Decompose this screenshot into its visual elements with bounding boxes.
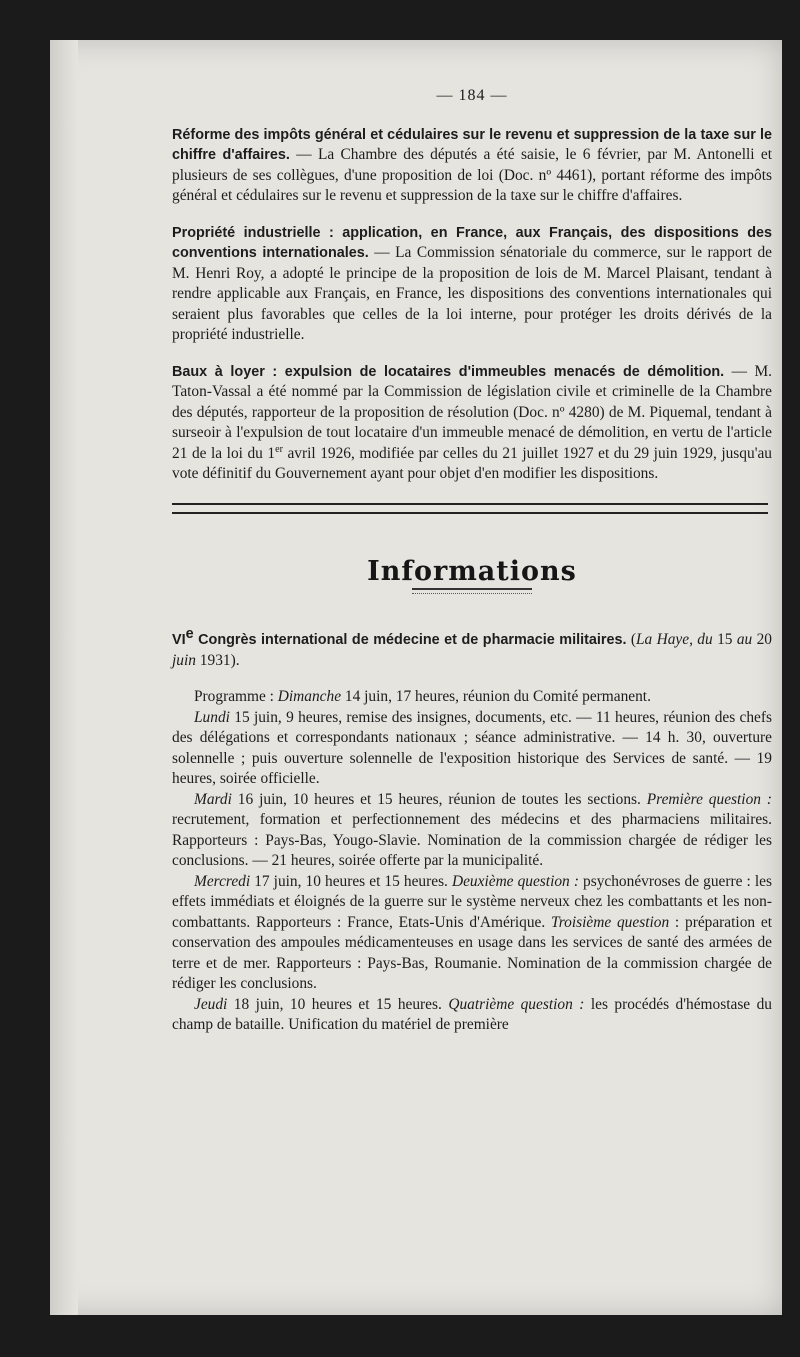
congress-year: 1931 [199, 651, 231, 669]
program-text: : préparation et conservation des ampoules médicamenteuses en usage dans les services de santé des armées de terre et de mer. Rapporteurs : Pays-Bas, Roumanie. Nomination de la commission chargée de rédiger les conclusions. [172, 913, 772, 992]
program-jeudi [172, 995, 772, 1036]
program-text: 18 juin, 10 heures et 15 heures. [227, 995, 449, 1013]
paren: ( [626, 631, 636, 648]
program-text: 16 juin, 10 heures et 15 heures, réunion de toutes les sections. [231, 790, 647, 808]
page-content [172, 86, 772, 1036]
divider-line [172, 512, 768, 514]
program-text: 15 juin, 9 heures, remise des insignes, documents, etc. — 11 heures, réunion des chefs des délégations et correspondants nationaux ; séance administrative. — 14 h. 30, ouverture solennelle ; puis ouverture solennelle de l'exposition historique des Services de santé. — 19 heures, soirée officielle. [172, 708, 772, 787]
divider-line [172, 503, 768, 505]
program-dimanche [172, 687, 772, 708]
congress-heading [172, 625, 772, 671]
page-binding-edge [50, 40, 78, 1315]
congress-date-start: 15 [717, 631, 733, 648]
program-lead: Programme : [194, 688, 278, 705]
congress-program [172, 687, 772, 1036]
document-page [50, 40, 782, 1315]
entry-body-continued: avril 1926, modifiée par celles du 21 juillet 1927 et du 29 juin 1929, jusqu'au vote définitif du Gouvernement ayant pour objet d'en modifier les dispositions. [172, 444, 772, 482]
section-title: Informations [367, 555, 577, 587]
program-text: 17 juin, 10 heures et 15 heures. [250, 872, 452, 890]
entry-body: — M. Taton-Vassal a été nommé par la Commission de législation civile et criminelle de la Chambre des députés, rapporteur de la proposition de résolution (Doc. nº 4280) de M. Piquemal, tendant à surseoir à l'expulsion de tout locataire d'un immeuble menacé de démolition, en vertu de l'article 21 de la loi du 1 [172, 362, 772, 462]
title-ornament [412, 588, 532, 594]
entry-heading: Réforme des impôts général et cédulaires sur le revenu et suppression de la taxe sur le chiffre d'affaires. [172, 126, 772, 163]
congress-month: juin [172, 651, 200, 669]
program-mardi [172, 790, 772, 872]
section-divider [172, 503, 772, 514]
program-question: Première question : [646, 790, 772, 808]
entry-heading: Propriété industrielle : application, en France, aux Français, des dispositions des conventions internationales. [172, 224, 772, 261]
program-question: Deuxième question : [451, 872, 579, 890]
entry-propriete-industrielle [172, 223, 772, 346]
program-day: Mercredi [194, 872, 251, 890]
program-text: recrutement, formation et perfectionnement des médecins et des pharmaciens militaires. Rapporteurs : Pays-Bas, Yougo-Slavie. Nomination de la commission chargée de rédiger les conclusions. — 21 heures, soirée offerte par la municipalité. [172, 811, 772, 869]
entry-body: — La Chambre des députés a été saisie, le 6 février, par M. Antonelli et plusieurs de ses collègues, d'une proposition de loi (Doc. nº 4461), portant réforme des impôts général et cédulaires sur le revenu et suppression de la taxe sur le chiffre d'affaires. [172, 146, 772, 204]
congress-date-end: 20 [756, 631, 772, 648]
program-day: Mardi [194, 790, 232, 808]
congress-place: La Haye, du [635, 631, 718, 648]
superscript: e [185, 625, 194, 642]
program-text: psychonévroses de guerre : les effets immédiats et éloignés de la guerre sur le système nerveux chez les combattants et les non-combattants. Rapporteurs : France, Etats-Unis d'Amérique. [172, 872, 772, 931]
congress-au: au [732, 631, 757, 648]
entry-impots [172, 125, 772, 207]
page-number: — 184 — [436, 87, 508, 104]
program-day: Jeudi [194, 995, 228, 1013]
program-lundi [172, 708, 772, 790]
program-text: 14 juin, 17 heures, réunion du Comité permanent. [341, 688, 651, 705]
entry-body: — La Commission sénatoriale du commerce, sur le rapport de M. Henri Roy, a adopté le principe de la proposition de lois de M. Marcel Plaisant, tendant à rendre applicable aux Français, en France, les dispositions des conventions internationales qui seraient plus favorables que celles de la loi interne, pour protéger les droits dérivés de la propriété industrielle. [172, 244, 772, 343]
program-question: Troisième question [551, 913, 670, 931]
congress-title: Congrès international de médecine et de pharmacie militaires. [193, 632, 627, 648]
program-day: Dimanche [277, 688, 342, 705]
entry-baux-a-loyer [172, 362, 772, 485]
program-day: Lundi [194, 708, 230, 726]
congress-roman: VI [172, 632, 186, 648]
entry-heading: Baux à loyer : expulsion de locataires d'immeubles menacés de démolition. [172, 363, 725, 380]
paren-close: ). [230, 651, 240, 669]
program-mercredi [172, 872, 772, 995]
superscript: er [275, 443, 283, 455]
program-question: Quatrième question : [448, 995, 585, 1013]
program-text: les procédés d'hémostase du champ de bataille. Unification du matériel de première [172, 995, 772, 1033]
